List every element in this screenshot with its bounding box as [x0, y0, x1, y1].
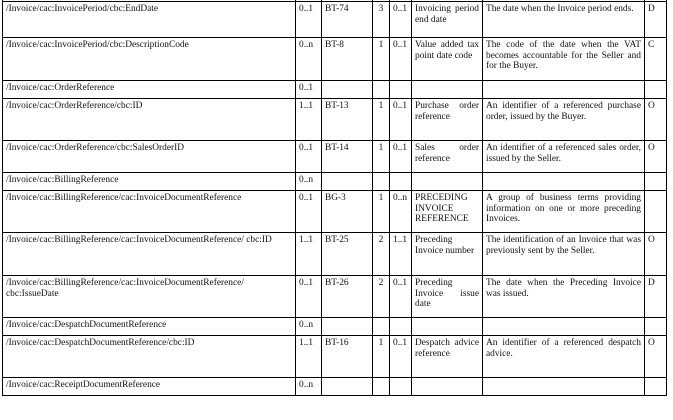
- usage-cell: [645, 191, 667, 233]
- xpath-cell: /Invoice/cac:BillingReference/cac:InvoiceDocumentReference/ cbc:ID: [3, 233, 296, 276]
- semantic-cardinality-cell: 0..1: [390, 276, 412, 318]
- cardinality-cell: 0..n: [296, 378, 322, 396]
- semantic-cardinality-cell: 0..1: [390, 99, 412, 141]
- business-term-id-cell: BT-13: [322, 99, 373, 141]
- business-term-id-cell: [322, 81, 373, 99]
- level-cell: [373, 81, 390, 99]
- table-row: [3, 99, 667, 141]
- cardinality-cell: 0..n: [296, 38, 322, 81]
- usage-cell: [645, 173, 667, 191]
- description-cell: [483, 318, 645, 336]
- usage-cell: D: [645, 2, 667, 38]
- xpath-cell: /Invoice/cac:OrderReference: [3, 81, 296, 99]
- semantic-cardinality-cell: [390, 81, 412, 99]
- cardinality-cell: 0..1: [296, 191, 322, 233]
- xpath-cell: /Invoice/cac:BillingReference/cac:InvoiceDocumentReference/ cbc:IssueDate: [3, 276, 296, 318]
- business-term-name-cell: Value added tax point date code: [412, 38, 483, 81]
- ubl-mapping-table: [2, 0, 667, 396]
- cardinality-cell: 0..1: [296, 141, 322, 173]
- table-row: [3, 173, 667, 191]
- business-term-id-cell: [322, 173, 373, 191]
- business-term-name-cell: PRECEDING INVOICE REFERENCE: [412, 191, 483, 233]
- business-term-name-cell: Purchase order reference: [412, 99, 483, 141]
- semantic-cardinality-cell: [390, 173, 412, 191]
- description-cell: The date when the Invoice period ends.: [483, 2, 645, 38]
- business-term-id-cell: BT-14: [322, 141, 373, 173]
- business-term-name-cell: Despatch advice reference: [412, 336, 483, 378]
- business-term-id-cell: BT-25: [322, 233, 373, 276]
- usage-cell: O: [645, 336, 667, 378]
- xpath-cell: /Invoice/cac:OrderReference/cbc:SalesOrderID: [3, 141, 296, 173]
- table-row: [3, 81, 667, 99]
- table-row: [3, 318, 667, 336]
- business-term-id-cell: [322, 318, 373, 336]
- cardinality-cell: 0..n: [296, 173, 322, 191]
- business-term-name-cell: Sales order reference: [412, 141, 483, 173]
- semantic-cardinality-cell: [390, 378, 412, 396]
- business-term-name-cell: [412, 173, 483, 191]
- semantic-cardinality-cell: 1..1: [390, 233, 412, 276]
- level-cell: 1: [373, 336, 390, 378]
- business-term-name-cell: [412, 318, 483, 336]
- usage-cell: [645, 318, 667, 336]
- semantic-cardinality-cell: 0..1: [390, 38, 412, 81]
- usage-cell: C: [645, 38, 667, 81]
- description-cell: An identifier of a referenced sales order, issued by the Seller.: [483, 141, 645, 173]
- description-cell: The code of the date when the VAT becomes accountable for the Seller and for the Buyer.: [483, 38, 645, 81]
- semantic-cardinality-cell: [390, 318, 412, 336]
- table-row: [3, 2, 667, 38]
- semantic-cardinality-cell: 0..1: [390, 141, 412, 173]
- business-term-id-cell: [322, 378, 373, 396]
- description-cell: [483, 378, 645, 396]
- xpath-cell: /Invoice/cac:DespatchDocumentReference: [3, 318, 296, 336]
- cardinality-cell: 1..1: [296, 336, 322, 378]
- level-cell: 2: [373, 276, 390, 318]
- level-cell: [373, 318, 390, 336]
- description-cell: An identifier of a referenced despatch advice.: [483, 336, 645, 378]
- level-cell: 1: [373, 99, 390, 141]
- usage-cell: O: [645, 233, 667, 276]
- business-term-id-cell: BT-16: [322, 336, 373, 378]
- cardinality-cell: 0..1: [296, 81, 322, 99]
- table-row: [3, 276, 667, 318]
- xpath-cell: /Invoice/cac:BillingReference/cac:InvoiceDocumentReference: [3, 191, 296, 233]
- xpath-cell: /Invoice/cac:InvoicePeriod/cbc:DescriptionCode: [3, 38, 296, 81]
- business-term-id-cell: BG-3: [322, 191, 373, 233]
- business-term-name-cell: [412, 81, 483, 99]
- semantic-cardinality-cell: 0..n: [390, 191, 412, 233]
- cardinality-cell: 1..1: [296, 233, 322, 276]
- cardinality-cell: 1..1: [296, 99, 322, 141]
- xpath-cell: /Invoice/cac:DespatchDocumentReference/cbc:ID: [3, 336, 296, 378]
- business-term-id-cell: BT-26: [322, 276, 373, 318]
- business-term-name-cell: [412, 378, 483, 396]
- business-term-id-cell: BT-74: [322, 2, 373, 38]
- level-cell: 1: [373, 191, 390, 233]
- description-cell: An identifier of a referenced purchase order, issued by the Buyer.: [483, 99, 645, 141]
- usage-cell: [645, 81, 667, 99]
- semantic-cardinality-cell: 0..1: [390, 336, 412, 378]
- level-cell: [373, 173, 390, 191]
- level-cell: 3: [373, 2, 390, 38]
- xpath-cell: /Invoice/cac:OrderReference/cbc:ID: [3, 99, 296, 141]
- business-term-name-cell: Preceding Invoice issue date: [412, 276, 483, 318]
- description-cell: [483, 173, 645, 191]
- cardinality-cell: 0..1: [296, 276, 322, 318]
- semantic-cardinality-cell: 0..1: [390, 2, 412, 38]
- cardinality-cell: 0..n: [296, 318, 322, 336]
- level-cell: [373, 378, 390, 396]
- table-row: [3, 378, 667, 396]
- description-cell: [483, 81, 645, 99]
- business-term-name-cell: Invoicing period end date: [412, 2, 483, 38]
- usage-cell: D: [645, 276, 667, 318]
- table-body: [3, 0, 667, 396]
- usage-cell: O: [645, 141, 667, 173]
- table-row: [3, 38, 667, 81]
- description-cell: The date when the Preceding Invoice was issued.: [483, 276, 645, 318]
- usage-cell: O: [645, 99, 667, 141]
- business-term-id-cell: BT-8: [322, 38, 373, 81]
- description-cell: A group of business terms providing information on one or more preceding Invoices.: [483, 191, 645, 233]
- level-cell: 1: [373, 38, 390, 81]
- level-cell: 2: [373, 233, 390, 276]
- table-row: [3, 141, 667, 173]
- xpath-cell: /Invoice/cac:BillingReference: [3, 173, 296, 191]
- table-row: [3, 336, 667, 378]
- cardinality-cell: 0..1: [296, 2, 322, 38]
- usage-cell: [645, 378, 667, 396]
- table-row: [3, 233, 667, 276]
- level-cell: 1: [373, 141, 390, 173]
- table-row: [3, 191, 667, 233]
- xpath-cell: /Invoice/cac:InvoicePeriod/cbc:EndDate: [3, 2, 296, 38]
- description-cell: The identification of an Invoice that was previously sent by the Seller.: [483, 233, 645, 276]
- business-term-name-cell: Preceding Invoice number: [412, 233, 483, 276]
- xpath-cell: /Invoice/cac:ReceiptDocumentReference: [3, 378, 296, 396]
